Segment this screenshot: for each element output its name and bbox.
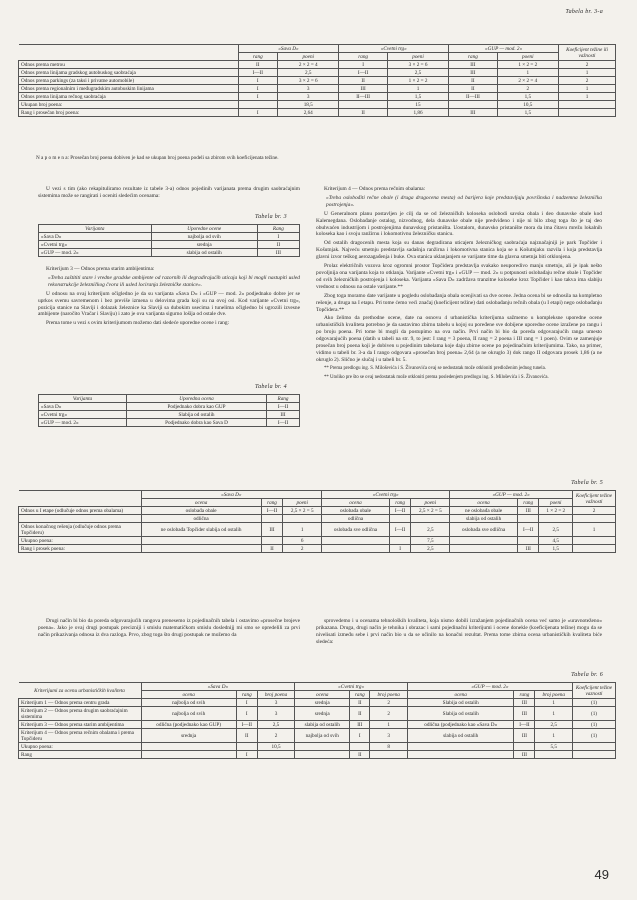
row-label: Ukupan broj poena: (19, 101, 239, 109)
t5-sub: ocena (450, 499, 518, 507)
t5-sub: poeni (539, 499, 573, 507)
footnote-1: ** Prema predlogu ing. S. Miloševića i S. Živanovića ovaj se nedostatak može otkloniti predloženim jednog tunela. (324, 365, 546, 371)
table-row (19, 537, 616, 545)
table-cell (539, 515, 573, 523)
left-column-crit3 (38, 266, 300, 329)
table-cell: 2,5 (387, 69, 448, 77)
table-3a (18, 44, 616, 117)
right-para-4: Zbog toga moramo date varijante u pogledu oslobađanja obala ocenjivati sa dve ocene. Jedna ocena bi se odnosila na kompletno rešenje, a druga na I etapu. Pri tome ćemo veći značaj (koeficijent težine) dati oslobađanju rečnih obala (u I etapi) nego oslobađanju Topčidera.** (316, 292, 602, 313)
t4-h-rang: Rang (267, 395, 300, 403)
table-cell: III (514, 707, 535, 721)
t3-h-varijanta: Varijanta (39, 225, 152, 233)
table-cell: »Cvetni trg« (39, 411, 127, 419)
table-cell: Slabija od ostalih (407, 707, 514, 721)
table-row (19, 93, 616, 101)
table-cell: (1) (573, 699, 616, 707)
table-cell: I (238, 109, 278, 117)
table-cell: 7,5 (411, 537, 450, 545)
table-cell: II (350, 707, 370, 721)
table-cell: III (514, 699, 535, 707)
table-cell: 5,5 (535, 743, 573, 751)
page-number: 49 (594, 867, 609, 882)
table-cell (389, 515, 411, 523)
row-label: Kriterijum 3 — Odnos prema starim ambijentima (19, 721, 142, 729)
table-cell: III (339, 85, 387, 93)
table-cell: 1 (535, 729, 573, 743)
table-cell: I (238, 85, 278, 93)
t6-col-cvetni: »Cvetni trg« (295, 683, 408, 691)
row-label: Odnos u I etape (odlučuje odnos prema obalama) (19, 507, 142, 515)
table3a-caption: Tabela br. 3-a (565, 9, 603, 15)
t6-sub: ocena (407, 691, 514, 699)
t6-sub: broj poena (257, 691, 295, 699)
table-cell: 1 × 2 = 2 (497, 61, 558, 69)
table-cell: III (517, 507, 539, 515)
table-cell: III (449, 109, 497, 117)
table-cell: 2,5 (278, 69, 339, 77)
table-cell (573, 515, 616, 523)
table-row (19, 101, 616, 109)
table-row (19, 721, 616, 729)
table-cell: III (257, 249, 299, 257)
table-cell: 2 (370, 707, 408, 721)
table-cell: I (238, 77, 278, 85)
table-cell: Podjednako dobra kao Sava D (126, 419, 266, 427)
table-row (19, 515, 616, 523)
table-cell: 1,86 (387, 109, 448, 117)
table-cell: II—III (449, 93, 497, 101)
table-cell (141, 751, 236, 759)
table-cell: 3 × 2 = 6 (278, 77, 339, 85)
table-row (19, 729, 616, 743)
t5-col-cvetni: »Cvetni trg« (322, 491, 450, 499)
table-cell: (1) (573, 721, 616, 729)
table-row (19, 69, 616, 77)
left-para-2: U odnosu na ovaj kriterijum očigledno je da su varijanta »Sava D« i »GUP — mod. 2« podjednako dobre jer se uprkos svemu savremenom i bez previše izmena u delovima grada koji su na ovoj osi. Kod varijante »Cvetni trg«, pozicija stanice na Slaviji i dolazak železnice ka Slaviji sa dubokim usecima i tunelima očigledno bi ugrozili izvesne ambijente (naročito Vračar i Slaviju) i zato je ova varijanta sigurno lošija od ostale dve. (38, 290, 300, 318)
bottom-left-text (38, 618, 300, 641)
table-cell: I—II (389, 507, 411, 515)
table-cell: 6 (283, 537, 322, 545)
table6-caption: Tabela br. 6 (571, 672, 603, 678)
t5-sub: rang (517, 499, 539, 507)
row-label: Kriterijum 1 — Odnos prema centru grada (19, 699, 142, 707)
table-cell (573, 751, 616, 759)
table-cell: I (389, 545, 411, 553)
table-cell (370, 751, 408, 759)
table-cell (450, 545, 518, 553)
table-cell: slabija od ostalih (407, 729, 514, 743)
row-label: Odnos prema linijama rečnog saobraćaja (19, 93, 239, 101)
row-label: Odnos prema linijama gradskog autobuskog saobraćaja (19, 69, 239, 77)
table-cell: III (267, 411, 300, 419)
table-cell: I (339, 61, 387, 69)
table-cell: 10,5 (257, 743, 295, 751)
table-cell: I—II (267, 403, 300, 411)
table-cell: (1) (573, 729, 616, 743)
table-cell: Slabija od ostalih (407, 699, 514, 707)
table-row (19, 707, 616, 721)
table-cell: 18,5 (278, 101, 339, 109)
table-cell: 1 (283, 523, 322, 537)
table-cell: II (350, 699, 370, 707)
right-para-5: Ako želimo da prethodne ocene, date na osnovu 4 urbanistička kriterijuma sažmemo u kompleksne uporedne ocene urbanističkih kvaliteta potrebno je da sastavimo zbirnu tabelu u kojoj su poređene sve dobijene uporedne ocene izražene po rangu i po broju poena. Pri tome bi mogli da postupimo na ova način. Prvi način bi bio da poreda odgovarajućih ranga umesto odgovarajućih poena (datih u tabeli na str. 9, to jest: I rang = 3 poena, II rang = 2 poena i III rang = 1 poen). Ovim se zamenjuje prosečan broj poena koji je dobiven u pojedinim tabelama koje daju zbirne ocene po pojedinačnim kriterijumima. Tako, na primer, vidimo u tabeli br. 3-a da I rango odgovara »prosečan broj poena« 2,64 (a ne okruglo 3) dok rango II odgovara prosek 1,86 (a ne okruglo 2). Slično je slučaj i u tabeli br. 5. (316, 315, 602, 363)
table-cell: srednja (295, 699, 350, 707)
table-cell: 1 (559, 93, 616, 101)
table-cell (238, 101, 278, 109)
t6-sub: broj poena (535, 691, 573, 699)
table-cell: 2,5 (257, 721, 295, 729)
table-cell: ne oslobađa obale (450, 507, 518, 515)
table-cell: 1 × 2 = 2 (539, 507, 573, 515)
table-cell: »GUP — mod. 2« (39, 249, 152, 257)
table-cell: najbolja od svih (295, 729, 350, 743)
table-cell: 15 (387, 101, 448, 109)
table-cell: 8 (370, 743, 408, 751)
table-cell: I—II (267, 419, 300, 427)
table-cell (257, 751, 295, 759)
table-cell: I (350, 729, 370, 743)
left-para-3: Prema tome u vezi s ovim kriterijumom možemo dati sledeće uporedne ocene i rang: (46, 320, 230, 327)
table-cell (295, 751, 350, 759)
table-cell: 10,5 (497, 101, 558, 109)
table-cell: 1 (370, 721, 408, 729)
table-cell: 3 × 2 = 6 (387, 61, 448, 69)
table-row (39, 411, 300, 419)
table-cell: 2,5 (535, 721, 573, 729)
table-cell (283, 515, 322, 523)
table-cell: srednja (141, 729, 236, 743)
table-cell (141, 537, 261, 545)
sub-poeni: poeni (278, 53, 339, 61)
table-cell (535, 751, 573, 759)
table-cell: 1,5 (497, 109, 558, 117)
table-4 (38, 394, 300, 427)
row-label: Ukupno poena: (19, 743, 142, 751)
table-cell: II (261, 545, 283, 553)
table-cell: I—II (261, 507, 283, 515)
crit3-title: Kriterijum 3 — Odnos prema starim ambijentima: (46, 266, 155, 272)
table-cell: slabija od ostalih (151, 249, 257, 257)
t5-sub: rang (389, 499, 411, 507)
t6-sub: rang (236, 691, 257, 699)
t5-sub: ocena (141, 499, 261, 507)
table-cell (573, 545, 616, 553)
table-cell: 2,5 × 2 = 5 (411, 507, 450, 515)
table-cell: 1 (573, 523, 616, 537)
row-label: Odnos konačnog rešenja (odlučuje odnos prema Topčideru) (19, 523, 142, 537)
table-cell: 1 (559, 69, 616, 77)
t3-h-ocene: Uporedne ocene (151, 225, 257, 233)
table-cell: najbolja od svih (141, 699, 236, 707)
table-cell: II (350, 751, 370, 759)
right-para-3: Prolaz električnih vozova kroz ogromni prostor Topčidera predstavlja svakako neuporedivo manju smetnju, ali je ipak nešto povoljnija ona varijanta koja to otklanja. Varijante »Cvetni trg« i »GUP — mod. 2« u potpunosti oslobađaju rečne obale i Topčider od svih železničkih postrojenja i koloseka. Varijanta »Sava D« zadržava tranzitne koloseke kroz Topčider i kao takva ima slabiju vrednost u odnosu na ostale varijante.** (316, 263, 602, 290)
table-cell (514, 743, 535, 751)
table-cell: II (339, 77, 387, 85)
table-cell: slabija od ostalih (450, 515, 518, 523)
row-label: Rang i prosečan broj poena: (19, 109, 239, 117)
table-cell: 1 (535, 707, 573, 721)
table-cell (517, 537, 539, 545)
table-cell (322, 537, 390, 545)
table-cell: II (236, 729, 257, 743)
table-cell (389, 537, 411, 545)
table3a-note: N a p o m e n a: Prosečan broj poena dobiven je kad se ukupan broj poena podeli sa zbirom svih koeficijenata težine. (36, 155, 279, 161)
table-cell (350, 743, 370, 751)
table-cell: II—III (339, 93, 387, 101)
table-cell: III (261, 523, 283, 537)
table-cell: 4,5 (539, 537, 573, 545)
t6-col-sava: »Sava D« (141, 683, 295, 691)
sub-rang: rang (449, 53, 497, 61)
bottom-right-text (316, 618, 602, 648)
table-cell: 1,5 (497, 93, 558, 101)
table-cell: 1 (535, 699, 573, 707)
table-cell: 2 (559, 77, 616, 85)
table-cell: I (236, 707, 257, 721)
table-cell: 2 (559, 61, 616, 69)
t5-col-gup: »GUP — mod. 2« (450, 491, 573, 499)
col-gup: »GUP — mod. 2« (449, 45, 559, 53)
table-cell: 3 (370, 729, 408, 743)
table-cell: »Sava D« (39, 233, 152, 241)
table-cell: I (238, 93, 278, 101)
table-cell: 1,5 (387, 93, 448, 101)
t5-sub: poeni (283, 499, 322, 507)
table-cell: II (257, 241, 299, 249)
t4-h-varijanta: Varijanta (39, 395, 127, 403)
bottom-left-para: Drugi način bi bio da poreda odgovarajućih rangova prenesemo iz pojedinačnih tabela i ostavimo »prosečne brojeve poena«. Jako je ovaj drugi postupak precizniji i smislu matematičkom smislu doslednijj mi smo se opredelili za prvi način prikazivanja odnosa iz dva razloga. Prvo, zbog toga što drugi postupak ne možemo da (38, 618, 300, 638)
table-cell (559, 101, 616, 109)
table-cell: 2,5 (411, 545, 450, 553)
table-cell: 2 × 2 = 4 (497, 77, 558, 85)
table-cell: 2,64 (278, 109, 339, 117)
crit4-title: Kriterijum 4 — Odnos prema rečnim obalama: (324, 186, 426, 192)
table-cell (261, 515, 283, 523)
table-cell: oslobađa sve odlična (450, 523, 518, 537)
right-para-1: U Generalnom planu postavljen je cilj da se od železničkih koloseka oslobodi savska obala i deo dunavske obale kod Kalemegdana. Oslobađanje ostalog, nizvodnog, dela dunavske obale nije predviđeno i nije ni bilo zbog toga što je taj deo obuhvaćen industrijom i postrojenjima dunavskog pristaništa. Uostalom, dunavsko pristanište mora da ima čitavu mrežu lokalnih koloseka kao i svoju ranžirnu i lokomotivnu železničku stanicu. (316, 210, 602, 238)
table-3 (38, 224, 300, 257)
sub-poeni: poeni (497, 53, 558, 61)
table-cell: najbolja od svih (141, 707, 236, 721)
t6-col-gup: »GUP — mod. 2« (407, 683, 572, 691)
table-cell: 2 × 2 = 4 (278, 61, 339, 69)
table-cell: srednja (151, 241, 257, 249)
table-cell: III (517, 545, 539, 553)
table-cell: 3 (278, 85, 339, 93)
table-cell: II (339, 109, 387, 117)
table-cell: 1 (497, 69, 558, 77)
t4-h-ocena: Uporedna ocena (126, 395, 266, 403)
table-cell: III (449, 69, 497, 77)
table-cell (559, 109, 616, 117)
table-cell: I (236, 751, 257, 759)
sub-rang: rang (238, 53, 278, 61)
table-cell (339, 101, 387, 109)
table-cell (573, 537, 616, 545)
t5-col-koef: Koeficijent težine važnosti (573, 491, 616, 507)
t6-col-koef: Koeficijent težine vaznosti (573, 683, 616, 699)
t3-h-rang: Rang (257, 225, 299, 233)
t6-col-kriterijumi: Kriterijumi za ocenu urbanističkih kvaliteta (19, 683, 142, 699)
row-label: Rang (19, 751, 142, 759)
table-cell: srednja (295, 707, 350, 721)
table-cell: III (449, 61, 497, 69)
table4-caption: Tabela br. 4 (255, 384, 287, 390)
t6-sub: rang (350, 691, 370, 699)
row-label: Odnos prema metrou (19, 61, 239, 69)
table-row (19, 77, 616, 85)
table-cell: III (514, 751, 535, 759)
table-cell: I (257, 233, 299, 241)
row-label (19, 515, 142, 523)
table-cell: ne oslobađa Topčider slabija od ostalih (141, 523, 261, 537)
table-cell: odlična (podjednako kao GUP) (141, 721, 236, 729)
table-cell: oslobađa sve odlična (322, 523, 390, 537)
table-cell: 3 (257, 699, 295, 707)
table-cell: I—II (339, 69, 387, 77)
col-koeficijent: Koeficijent težine ili važnosti (559, 45, 616, 61)
t6-sub: broj poena (370, 691, 408, 699)
right-para-2: Od ostalih dragocenih mesta koja su danas degradirana uticajem železničkog saobraćaja najznačajniji je park Topčider i Košutnjak. Najveću smetnju predstavlja sadašnja ranžirna i lokomotivna stanica koja se u Košutnjaku razvila i koja predstavlja glavni izvor teškog aerozagađenja i buke. Ova stanica uklanjanjem se varijante time da glavna smetnja biti otklonjena. (316, 240, 602, 261)
table-row (39, 241, 300, 249)
table-cell: (1) (573, 707, 616, 721)
table-row (19, 545, 616, 553)
table5-caption: Tabela br. 5 (571, 480, 603, 486)
table-cell: I—II (236, 721, 257, 729)
table-row (19, 743, 616, 751)
table-cell: III (350, 721, 370, 729)
t6-sub: ocena (141, 691, 236, 699)
footnote-2: ** Utoliko pre što se ovaj nedostatak može otkloniti prema posledenjem predlogu ing. S. Miloševića i S. Živanovića. (324, 374, 549, 380)
row-label: Rang i prosek poena: (19, 545, 142, 553)
table-row (39, 419, 300, 427)
table-cell: 2,5 × 2 = 5 (283, 507, 322, 515)
table-cell: II (449, 85, 497, 93)
table-cell (573, 743, 616, 751)
table-cell: II (449, 77, 497, 85)
table-cell (322, 545, 390, 553)
table-cell: »Cvetni trg« (39, 241, 152, 249)
bottom-right-para: sprovedemo i u ocenama tehnoloških kvaliteta, koja nismo dobili izražanjem pojedinačnih ocena već samo je »uravnoteženo« prikazana. Druga, drugi način je tehnika i obrazac i sami pojedinačni kriterijumi i ocene donekle (koeficijenata težine) mogu da se nivelisati između sebe i prvi način bio u da se učinilo na konačni rezultat. Prema tome zbirna ocena urbanističkih kvaliteta biće sledeća: (316, 618, 602, 645)
col-sava-d: »Sava D« (238, 45, 339, 53)
table-cell: odlična (podjednako kao »Sava D« (407, 721, 514, 729)
table-cell: 2 (370, 699, 408, 707)
t5-sub: ocena (322, 499, 390, 507)
crit4-quote: »Treba oslobođiti rečne obale (i druga dragocena mesta) od barijera koje predstavljaju površinska i nadzemna železnička postrojenja«. (326, 194, 602, 208)
table-6 (18, 682, 616, 759)
sub-poeni: poeni (387, 53, 448, 61)
table-cell (141, 545, 261, 553)
table-cell (407, 751, 514, 759)
col-cvetni-trg: »Cvetni trg« (339, 45, 449, 53)
table-cell (236, 743, 257, 751)
table-cell: I (236, 699, 257, 707)
row-label: Odnos prema parkings (za taksi i privatne automobile) (19, 77, 239, 85)
table-cell: I—II (514, 721, 535, 729)
table-5 (18, 490, 616, 553)
table-row (19, 523, 616, 537)
table-row (19, 61, 616, 69)
table-cell (450, 537, 518, 545)
table-cell: slabija od ostalih (295, 721, 350, 729)
right-column (316, 186, 602, 384)
table-cell: 2,5 (411, 523, 450, 537)
table-cell: III (514, 729, 535, 743)
table-cell: I—II (517, 523, 539, 537)
table-cell: 3 (257, 707, 295, 721)
table-cell: 2 (283, 545, 322, 553)
table-cell: »GUP — mod. 2« (39, 419, 127, 427)
t5-sub: poeni (411, 499, 450, 507)
table-row (39, 403, 300, 411)
table-row (19, 85, 616, 93)
table-cell: 3 (278, 93, 339, 101)
table-cell: I—II (238, 69, 278, 77)
table-cell: odlična (322, 515, 390, 523)
table-cell: 2 (497, 85, 558, 93)
t6-sub: rang (514, 691, 535, 699)
table-cell: Slabija od ostalih (126, 411, 266, 419)
table-cell: oslobađa obale (141, 507, 261, 515)
table-cell: odlična (141, 515, 261, 523)
crit3-quote: »Treba zaštititi stare i vredne gradske ambijente od razornih ili degradirajućih uticaja koji bi mogli nastupiti usled rekonstrukcije železničkog čvora ili usled lociranja železničke stanice«. (48, 274, 300, 288)
left-column (38, 186, 300, 202)
sub-rang: rang (339, 53, 387, 61)
table-cell (407, 743, 514, 751)
t5-col-sava: »Sava D« (141, 491, 322, 499)
table-row (39, 249, 300, 257)
row-label: Kriterijum 4 — Odnos prema rečnim obalama i prema Topčideru (19, 729, 142, 743)
table-cell (411, 515, 450, 523)
table-cell: 1 (387, 85, 448, 93)
table-cell (517, 515, 539, 523)
table-row (19, 109, 616, 117)
left-para-1: U vezi s tim (ako rekapituliramo rezultate iz tabele 3-a) odnos pojedinih varijanata prema drugim saobraćajnim sistemima može se rangirati i oceniti sledećim ocenama: (38, 186, 300, 199)
table-cell: 1 × 2 = 2 (387, 77, 448, 85)
row-label: Kriterijum 2 — Odnos prema drugim saobraćajnim sistemima (19, 707, 142, 721)
table3-caption: Tabela br. 3 (255, 214, 287, 220)
t6-sub: ocena (295, 691, 350, 699)
row-label: Odnos prema regionalnim i međugradskim autobuskim linijama (19, 85, 239, 93)
table-cell: 1 (559, 85, 616, 93)
table-cell: 2 (573, 507, 616, 515)
table-cell: Podjednako dobra kao GUP (126, 403, 266, 411)
table-cell: 2 (257, 729, 295, 743)
table-row (19, 507, 616, 515)
table-row (39, 233, 300, 241)
row-label: Ukupno poena: (19, 537, 142, 545)
table-cell: najbolja od svih (151, 233, 257, 241)
table-cell: oslobađa obale (322, 507, 390, 515)
table-cell: »Sava D« (39, 403, 127, 411)
table-cell (295, 743, 350, 751)
t5-sub: rang (261, 499, 283, 507)
table-cell: 2,5 (539, 523, 573, 537)
table-cell: I—II (389, 523, 411, 537)
table-cell (261, 537, 283, 545)
table-row (19, 699, 616, 707)
table-cell (141, 743, 236, 751)
table-row (19, 751, 616, 759)
table-cell (449, 101, 497, 109)
table-cell: II (238, 61, 278, 69)
table-cell: 1,5 (539, 545, 573, 553)
